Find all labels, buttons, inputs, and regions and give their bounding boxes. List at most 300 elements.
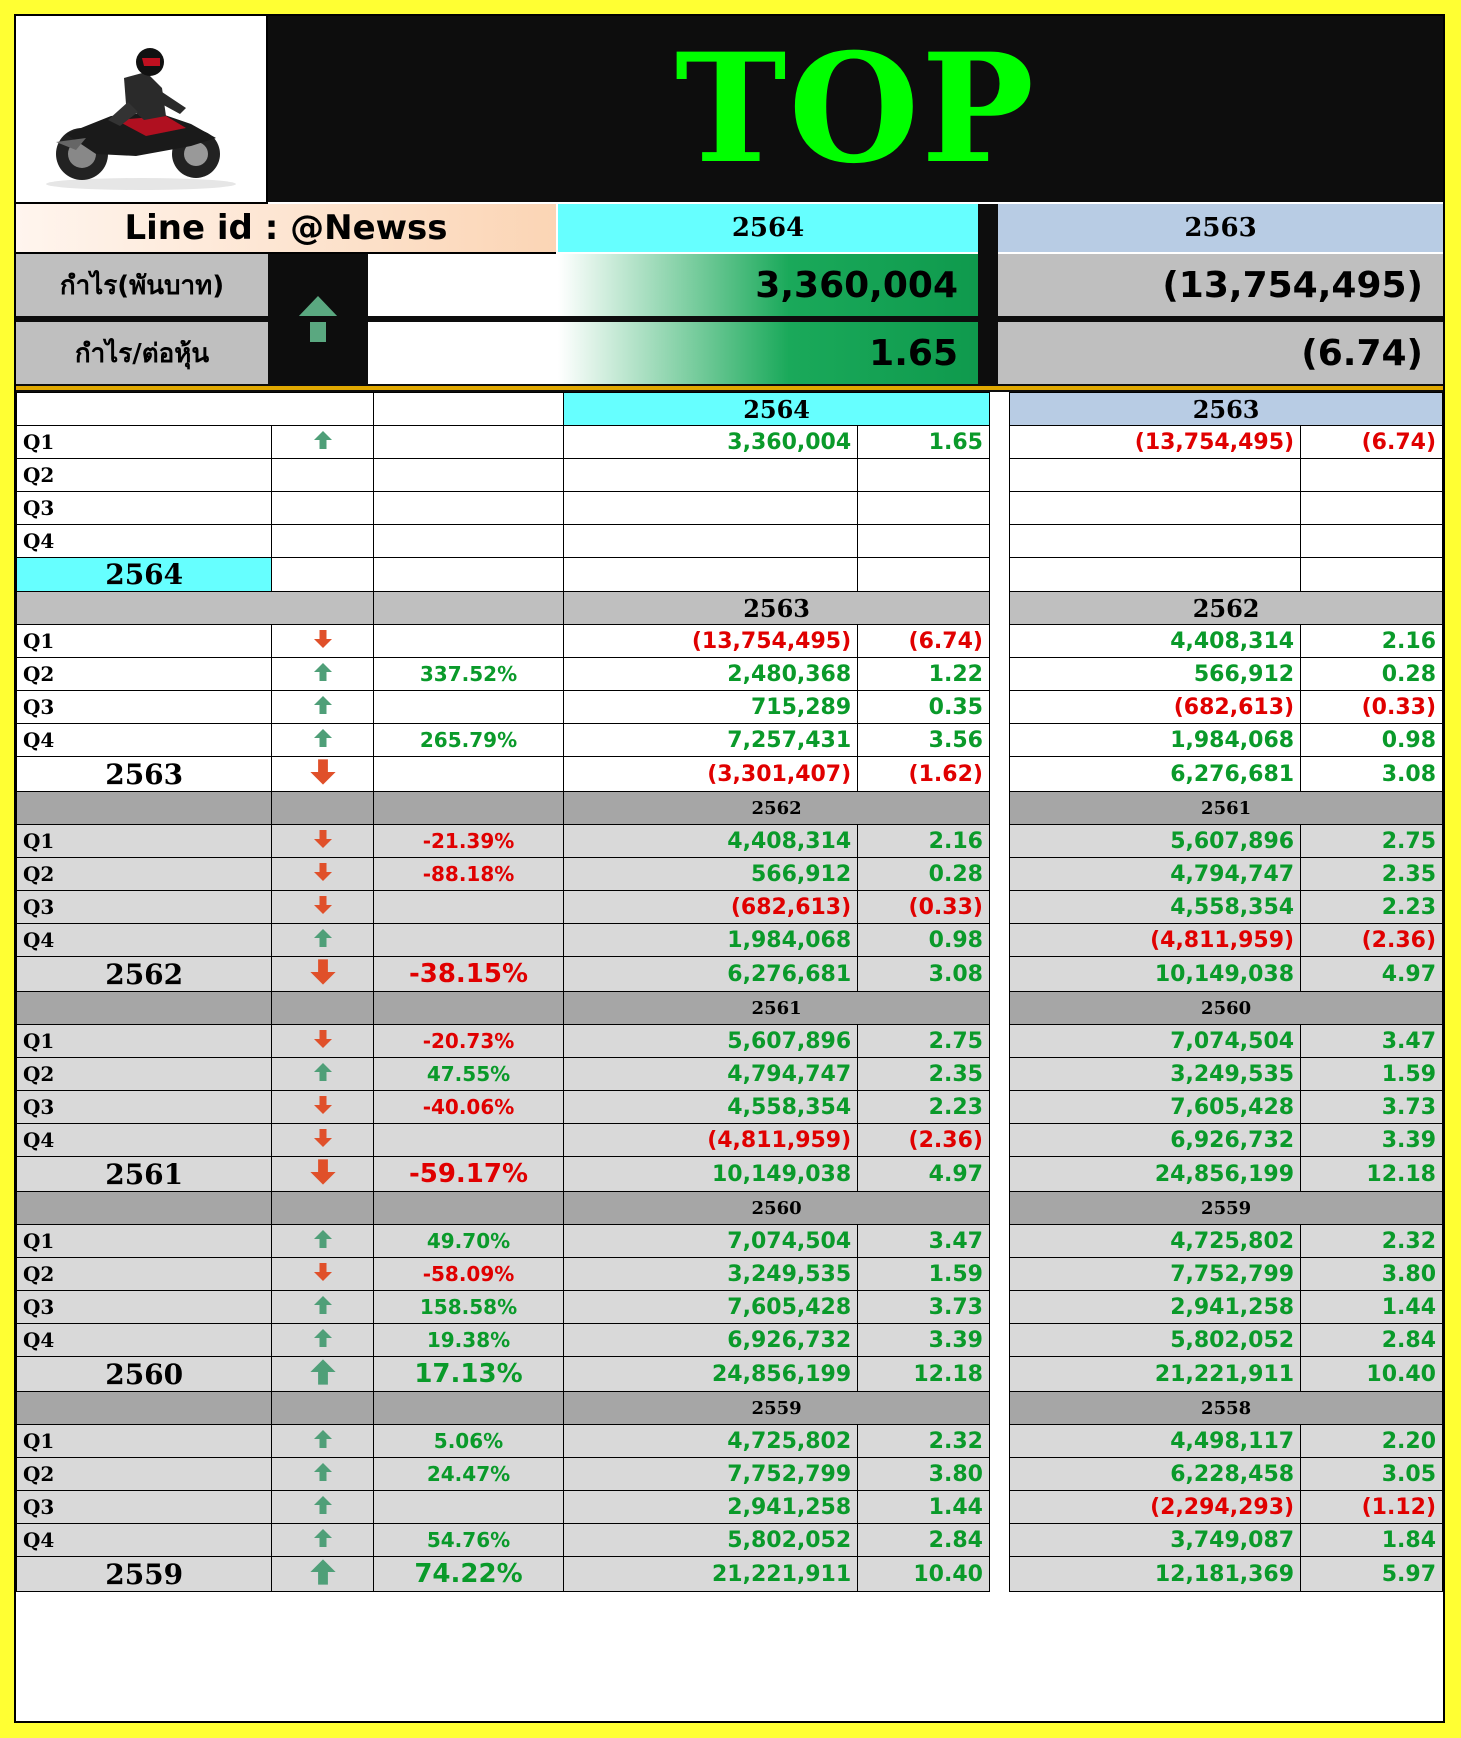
table-row: [17, 1458, 1443, 1491]
column-gap: [989, 691, 1009, 724]
quarter-label: Q1: [17, 426, 272, 459]
motorbike-logo: [16, 16, 268, 204]
quarter-label: Q4: [17, 924, 272, 957]
up-arrow-icon: [272, 1557, 373, 1592]
profit-value: (13,754,495): [564, 625, 858, 658]
up-arrow-icon: [272, 1458, 373, 1491]
quarter-label: Q4: [17, 1524, 272, 1557]
table-row: [17, 1091, 1443, 1124]
column-gap: [989, 426, 1009, 459]
up-arrow-icon: [272, 1524, 373, 1557]
down-arrow-icon: [272, 1157, 373, 1192]
eps-value: 1.44: [1301, 1291, 1443, 1324]
annual-profit-value: 24,856,199: [564, 1357, 858, 1392]
annual-eps-value: 3.08: [858, 957, 990, 992]
column-gap: [989, 724, 1009, 757]
header-blank: [272, 1192, 373, 1225]
profit-value: (2,294,293): [1010, 1491, 1301, 1524]
eps-value: 3.73: [1301, 1091, 1443, 1124]
column-gap: [989, 459, 1009, 492]
up-arrow-icon: [272, 1491, 373, 1524]
quarter-label: Q2: [17, 658, 272, 691]
eps-value: [858, 525, 990, 558]
quarter-label: Q2: [17, 459, 272, 492]
quarter-label: Q3: [17, 1291, 272, 1324]
eps-value: 1.65: [858, 426, 990, 459]
down-arrow-icon: [272, 1258, 373, 1291]
table-row: [17, 1225, 1443, 1258]
profit-value: 7,257,431: [564, 724, 858, 757]
growth-percent: -20.73%: [373, 1025, 564, 1058]
header-blank: [17, 592, 374, 625]
up-arrow-icon: [272, 658, 373, 691]
eps-value: 2.84: [858, 1524, 990, 1557]
eps-value: 3.05: [1301, 1458, 1443, 1491]
profit-value: 7,605,428: [1010, 1091, 1301, 1124]
up-arrow-icon: [272, 1357, 373, 1392]
quarter-label: Q2: [17, 1058, 272, 1091]
up-arrow-icon: [272, 724, 373, 757]
quarter-label: Q1: [17, 625, 272, 658]
header-blank: [272, 1392, 373, 1425]
motorbike-rider-icon: [16, 16, 266, 202]
down-arrow-icon: [272, 825, 373, 858]
column-gap: [989, 1157, 1009, 1192]
column-gap: [989, 1491, 1009, 1524]
title-bar: [268, 16, 1443, 202]
column-gap: [989, 1192, 1009, 1225]
eps-value: 3.47: [858, 1225, 990, 1258]
table-row: [17, 1025, 1443, 1058]
column-gap: [989, 1524, 1009, 1557]
annual-profit-value: 12,181,369: [1010, 1557, 1301, 1592]
annual-profit-value: 6,276,681: [564, 957, 858, 992]
eps-value: 0.98: [1301, 724, 1443, 757]
annual-eps-value: (1.62): [858, 757, 990, 792]
eps-value: (2.36): [1301, 924, 1443, 957]
empty-icon-cell: [272, 525, 373, 558]
header-blank: [17, 992, 272, 1025]
growth-percent: 19.38%: [373, 1324, 564, 1357]
eps-value: 2.75: [858, 1025, 990, 1058]
column-gap: [989, 558, 1009, 592]
up-arrow-icon: [272, 1225, 373, 1258]
header-blank: [272, 992, 373, 1025]
table-row: [17, 625, 1443, 658]
eps-value: 0.98: [858, 924, 990, 957]
header-year-previous: 2563: [998, 204, 1443, 252]
growth-percent: [373, 1124, 564, 1157]
section-year-b: 2558: [1010, 1392, 1443, 1425]
column-gap: [989, 1058, 1009, 1091]
profit-value: [1010, 525, 1301, 558]
profit-value: 3,360,004: [564, 426, 858, 459]
growth-percent: 47.55%: [373, 1058, 564, 1091]
column-gap: [989, 1392, 1009, 1425]
year-summary-row: [17, 957, 1443, 992]
eps-value: 3.80: [1301, 1258, 1443, 1291]
annual-growth-percent: 74.22%: [373, 1557, 564, 1592]
year-summary-row: [17, 1557, 1443, 1592]
eps-value: (0.33): [1301, 691, 1443, 724]
section-year-b: 2560: [1010, 992, 1443, 1025]
section-header-row: [17, 1192, 1443, 1225]
quarter-label: Q3: [17, 492, 272, 525]
column-gap: [989, 924, 1009, 957]
eps-value: 1.59: [1301, 1058, 1443, 1091]
eps-current: 1.65: [558, 322, 978, 384]
column-gap: [989, 825, 1009, 858]
growth-percent: 158.58%: [373, 1291, 564, 1324]
annual-eps-value: 12.18: [1301, 1157, 1443, 1192]
column-gap: [989, 1225, 1009, 1258]
profit-value: 4,558,354: [1010, 891, 1301, 924]
profit-value: 5,607,896: [1010, 825, 1301, 858]
table-row: [17, 658, 1443, 691]
report-frame: [16, 16, 1443, 1721]
profit-current: 3,360,004: [558, 254, 978, 316]
eps-value: 0.35: [858, 691, 990, 724]
down-arrow-icon: [272, 1025, 373, 1058]
up-arrow-icon: [272, 924, 373, 957]
eps-value: 3.39: [1301, 1124, 1443, 1157]
profit-value: 5,802,052: [564, 1524, 858, 1557]
annual-eps-value: 5.97: [1301, 1557, 1443, 1592]
quarterly-earnings-table: [16, 392, 1443, 1592]
annual-growth-percent: [373, 757, 564, 792]
year-label: 2563: [17, 757, 272, 792]
column-gap: [989, 757, 1009, 792]
eps-label: กำไร/ต่อหุ้น: [16, 322, 268, 384]
eps-value: 1.44: [858, 1491, 990, 1524]
profit-value: 4,725,802: [1010, 1225, 1301, 1258]
annual-eps-value: 4.97: [858, 1157, 990, 1192]
profit-value: (682,613): [1010, 691, 1301, 724]
growth-percent: 49.70%: [373, 1225, 564, 1258]
growth-percent: 5.06%: [373, 1425, 564, 1458]
up-arrow-icon: [272, 691, 373, 724]
annual-eps-value: 12.18: [858, 1357, 990, 1392]
annual-eps-value: 3.08: [1301, 757, 1443, 792]
eps-value: [1301, 525, 1443, 558]
column-gap: [989, 592, 1009, 625]
table-row: [17, 1291, 1443, 1324]
profit-value: 1,984,068: [1010, 724, 1301, 757]
profit-value: 3,249,535: [1010, 1058, 1301, 1091]
down-arrow-icon: [272, 957, 373, 992]
growth-percent: [373, 891, 564, 924]
eps-value: 3.73: [858, 1291, 990, 1324]
table-row: [17, 525, 1443, 558]
growth-percent: [373, 691, 564, 724]
growth-percent: 24.47%: [373, 1458, 564, 1491]
profit-value: 4,794,747: [1010, 858, 1301, 891]
down-arrow-icon: [272, 858, 373, 891]
eps-value: 3.47: [1301, 1025, 1443, 1058]
quarter-label: Q1: [17, 1425, 272, 1458]
column-gap: [989, 1324, 1009, 1357]
down-arrow-icon: [272, 1091, 373, 1124]
growth-percent: [373, 525, 564, 558]
quarter-label: Q4: [17, 1324, 272, 1357]
eps-value: [1301, 459, 1443, 492]
quarter-label: Q1: [17, 825, 272, 858]
empty-cell: [858, 558, 990, 592]
column-gap: [989, 992, 1009, 1025]
up-arrow-icon: [272, 1058, 373, 1091]
down-arrow-icon: [272, 891, 373, 924]
section-header-row: [17, 393, 1443, 426]
eps-value: 2.35: [1301, 858, 1443, 891]
quarter-label: Q2: [17, 1258, 272, 1291]
section-year-b: 2559: [1010, 1192, 1443, 1225]
profit-value: 6,926,732: [1010, 1124, 1301, 1157]
down-arrow-icon: [272, 1124, 373, 1157]
profit-value: 4,558,354: [564, 1091, 858, 1124]
profit-value: 6,228,458: [1010, 1458, 1301, 1491]
table-row: [17, 858, 1443, 891]
table-row: [17, 1258, 1443, 1291]
header-blank: [373, 792, 564, 825]
stock-ticker-title: TOP: [674, 21, 1037, 197]
annual-profit-value: (3,301,407): [564, 757, 858, 792]
column-gap: [989, 1425, 1009, 1458]
table-row: [17, 1524, 1443, 1557]
profit-value: 4,408,314: [1010, 625, 1301, 658]
up-arrow-icon: [272, 1291, 373, 1324]
column-gap: [989, 1557, 1009, 1592]
year-label: 2560: [17, 1357, 272, 1392]
year-label: 2564: [17, 558, 272, 592]
table-row: [17, 825, 1443, 858]
column-gap: [989, 792, 1009, 825]
profit-value: 2,941,258: [1010, 1291, 1301, 1324]
profit-value: 4,498,117: [1010, 1425, 1301, 1458]
profit-value: 4,794,747: [564, 1058, 858, 1091]
eps-value: (6.74): [1301, 426, 1443, 459]
section-year-a: 2559: [564, 1392, 990, 1425]
up-arrow-icon: [272, 426, 373, 459]
table-row: [17, 1425, 1443, 1458]
header-blank: [373, 992, 564, 1025]
growth-percent: -21.39%: [373, 825, 564, 858]
profit-value: [564, 459, 858, 492]
down-arrow-icon: [272, 625, 373, 658]
profit-value: (4,811,959): [564, 1124, 858, 1157]
annual-eps-value: 10.40: [858, 1557, 990, 1592]
year-summary-row: [17, 1157, 1443, 1192]
header-blank: [17, 1392, 272, 1425]
year-summary-row: [17, 558, 1443, 592]
section-year-b: 2562: [1010, 592, 1443, 625]
eps-value: 3.80: [858, 1458, 990, 1491]
gold-divider: [16, 384, 1443, 392]
column-gap: [989, 492, 1009, 525]
growth-percent: [373, 492, 564, 525]
growth-percent: [373, 426, 564, 459]
column-gap: [989, 957, 1009, 992]
growth-percent: -58.09%: [373, 1258, 564, 1291]
profit-value: 6,926,732: [564, 1324, 858, 1357]
eps-value: [858, 492, 990, 525]
header-blank: [17, 792, 272, 825]
header-blank: [17, 1192, 272, 1225]
empty-cell: [1301, 558, 1443, 592]
profit-value: (682,613): [564, 891, 858, 924]
column-gap: [989, 1025, 1009, 1058]
column-gap: [989, 1357, 1009, 1392]
section-year-a: 2562: [564, 792, 990, 825]
header-blank: [17, 393, 374, 426]
section-year-b: 2563: [1010, 393, 1443, 426]
column-gap: [989, 625, 1009, 658]
annual-profit-value: 21,221,911: [564, 1557, 858, 1592]
section-year-a: 2564: [564, 393, 990, 426]
year-summary-row: [17, 1357, 1443, 1392]
empty-icon-cell: [272, 492, 373, 525]
quarter-label: Q3: [17, 691, 272, 724]
growth-percent: [373, 459, 564, 492]
section-header-row: [17, 992, 1443, 1025]
table-row: [17, 1124, 1443, 1157]
eps-previous: (6.74): [998, 322, 1443, 384]
growth-percent: 265.79%: [373, 724, 564, 757]
growth-percent: 337.52%: [373, 658, 564, 691]
quarter-label: Q2: [17, 1458, 272, 1491]
profit-value: 566,912: [1010, 658, 1301, 691]
growth-percent: [373, 1491, 564, 1524]
eps-value: 1.84: [1301, 1524, 1443, 1557]
section-header-row: [17, 1392, 1443, 1425]
profit-value: 715,289: [564, 691, 858, 724]
eps-value: 0.28: [1301, 658, 1443, 691]
eps-value: [858, 459, 990, 492]
quarter-label: Q1: [17, 1225, 272, 1258]
profit-value: 7,752,799: [1010, 1258, 1301, 1291]
empty-cell: [373, 558, 564, 592]
column-gap: [989, 1291, 1009, 1324]
quarter-label: Q2: [17, 858, 272, 891]
profit-value: 3,749,087: [1010, 1524, 1301, 1557]
up-arrow-icon: [272, 1425, 373, 1458]
profit-value: 3,249,535: [564, 1258, 858, 1291]
table-row: [17, 724, 1443, 757]
header-blank: [272, 792, 373, 825]
year-summary-row: [17, 757, 1443, 792]
growth-percent: [373, 625, 564, 658]
table-row: [17, 492, 1443, 525]
profit-value: 7,605,428: [564, 1291, 858, 1324]
eps-value: 2.16: [858, 825, 990, 858]
eps-value: 2.23: [858, 1091, 990, 1124]
annual-profit-value: 10,149,038: [1010, 957, 1301, 992]
eps-value: 2.23: [1301, 891, 1443, 924]
profit-value: [564, 492, 858, 525]
quarter-label: Q1: [17, 1025, 272, 1058]
eps-value: 1.22: [858, 658, 990, 691]
column-gap: [989, 393, 1009, 426]
header-year-current: 2564: [558, 204, 978, 252]
header-blank: [373, 1392, 564, 1425]
eps-value: 2.35: [858, 1058, 990, 1091]
eps-value: [1301, 492, 1443, 525]
table-row: [17, 924, 1443, 957]
eps-value: 2.32: [1301, 1225, 1443, 1258]
eps-value: 0.28: [858, 858, 990, 891]
growth-percent: -88.18%: [373, 858, 564, 891]
eps-value: 2.32: [858, 1425, 990, 1458]
annual-eps-value: 10.40: [1301, 1357, 1443, 1392]
empty-icon-cell: [272, 459, 373, 492]
annual-profit-value: 21,221,911: [1010, 1357, 1301, 1392]
profit-value: 4,408,314: [564, 825, 858, 858]
annual-growth-percent: -38.15%: [373, 957, 564, 992]
profit-value: [1010, 459, 1301, 492]
annual-eps-value: 4.97: [1301, 957, 1443, 992]
down-arrow-icon: [272, 757, 373, 792]
table-row: [17, 459, 1443, 492]
profit-value: 7,074,504: [564, 1225, 858, 1258]
quarter-label: Q3: [17, 1091, 272, 1124]
profit-value: (13,754,495): [1010, 426, 1301, 459]
quarter-label: Q4: [17, 724, 272, 757]
eps-value: 2.84: [1301, 1324, 1443, 1357]
section-year-a: 2563: [564, 592, 990, 625]
line-id-label: Line id : @Newss: [16, 204, 556, 254]
eps-value: (6.74): [858, 625, 990, 658]
profit-value: 5,607,896: [564, 1025, 858, 1058]
header-blank: [373, 393, 564, 426]
section-year-b: 2561: [1010, 792, 1443, 825]
column-gap: [989, 1124, 1009, 1157]
table-row: [17, 426, 1443, 459]
profit-value: 5,802,052: [1010, 1324, 1301, 1357]
column-gap: [989, 891, 1009, 924]
growth-percent: 54.76%: [373, 1524, 564, 1557]
year-label: 2559: [17, 1557, 272, 1592]
annual-profit-value: 6,276,681: [1010, 757, 1301, 792]
header-blank: [373, 1192, 564, 1225]
column-gap: [989, 858, 1009, 891]
profit-value: 7,752,799: [564, 1458, 858, 1491]
eps-value: (1.12): [1301, 1491, 1443, 1524]
table-row: [17, 1058, 1443, 1091]
section-header-row: [17, 592, 1443, 625]
quarter-label: Q3: [17, 891, 272, 924]
profit-value: 2,941,258: [564, 1491, 858, 1524]
table-row: [17, 1324, 1443, 1357]
annual-profit-value: 24,856,199: [1010, 1157, 1301, 1192]
eps-value: 3.56: [858, 724, 990, 757]
profit-value: 4,725,802: [564, 1425, 858, 1458]
column-gap: [989, 658, 1009, 691]
eps-value: 3.39: [858, 1324, 990, 1357]
column-gap: [989, 1458, 1009, 1491]
quarter-label: Q4: [17, 1124, 272, 1157]
growth-percent: -40.06%: [373, 1091, 564, 1124]
eps-value: 1.59: [858, 1258, 990, 1291]
section-year-a: 2560: [564, 1192, 990, 1225]
annual-growth-percent: -59.17%: [373, 1157, 564, 1192]
profit-label: กำไร(พันบาท): [16, 254, 268, 316]
table-row: [17, 1491, 1443, 1524]
empty-icon-cell: [272, 558, 373, 592]
annual-growth-percent: 17.13%: [373, 1357, 564, 1392]
eps-value: (2.36): [858, 1124, 990, 1157]
header-blank: [373, 592, 564, 625]
profit-value: 7,074,504: [1010, 1025, 1301, 1058]
annual-profit-value: 10,149,038: [564, 1157, 858, 1192]
